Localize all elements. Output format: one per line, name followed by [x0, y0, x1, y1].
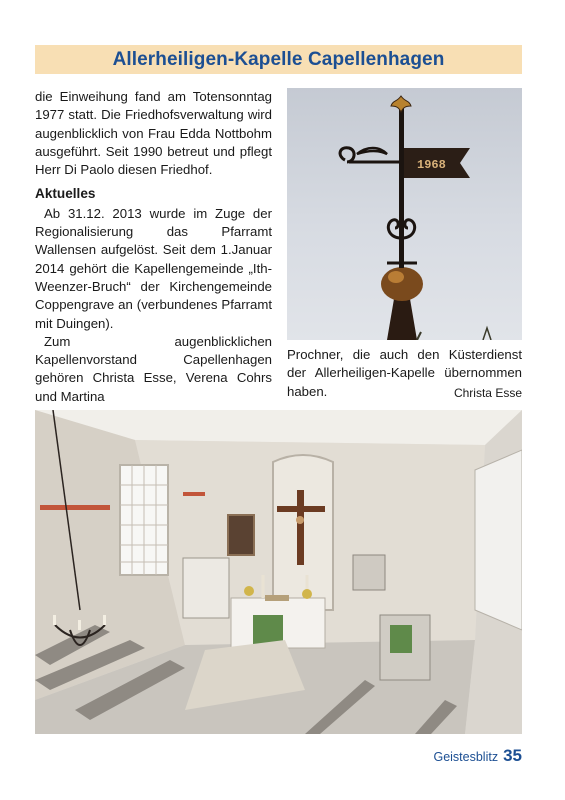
chapel-interior-photo — [35, 410, 522, 734]
photo-caption-block — [287, 346, 522, 402]
caption-continuation: Prochner, die auch den Küsterdienst der Allerheiligen-Kapelle übernommen haben. Christa Esse — [287, 346, 522, 401]
page-footer — [433, 746, 522, 766]
title-band — [35, 45, 522, 74]
left-text-column — [35, 88, 272, 406]
paragraph-pfarramt: Ab 31.12. 2013 wurde im Zuge der Regionalisierung das Pfarramt Wallensen aufgelöst. Seit dem 1.Januar 2014 gehört die Kapellengemeinde „Ith-Weenzer-Bruch“ der Kirchengemeinde Coppengrave an (verbundenes Pfarramt mit Duingen). — [35, 205, 272, 331]
section-heading-aktuelles: Aktuelles — [35, 186, 96, 202]
page-number: 35 — [503, 746, 522, 765]
paragraph-intro: die Einweihung fand am Totensonntag 1977 statt. Die Friedhofsverwaltung wird augenblicklich von Frau Edda Nottbohm ausgeführt. Seit 1990 betreut und pflegt Herr Di Paolo diesen Friedhof. — [35, 89, 272, 178]
weather-vane-photo — [287, 88, 522, 340]
paragraph-kapellenvorstand: Zum augenblicklichen Kapellenvorstand Capellenhagen gehören Christa Esse, Verena Cohrs und Martina — [35, 333, 272, 404]
photo-credit: Christa Esse — [453, 385, 522, 400]
magazine-name: Geistesblitz — [433, 750, 499, 764]
vane-year-label: 1968 — [417, 158, 446, 172]
page-title: Allerheiligen-Kapelle Capellenhagen — [112, 48, 445, 70]
